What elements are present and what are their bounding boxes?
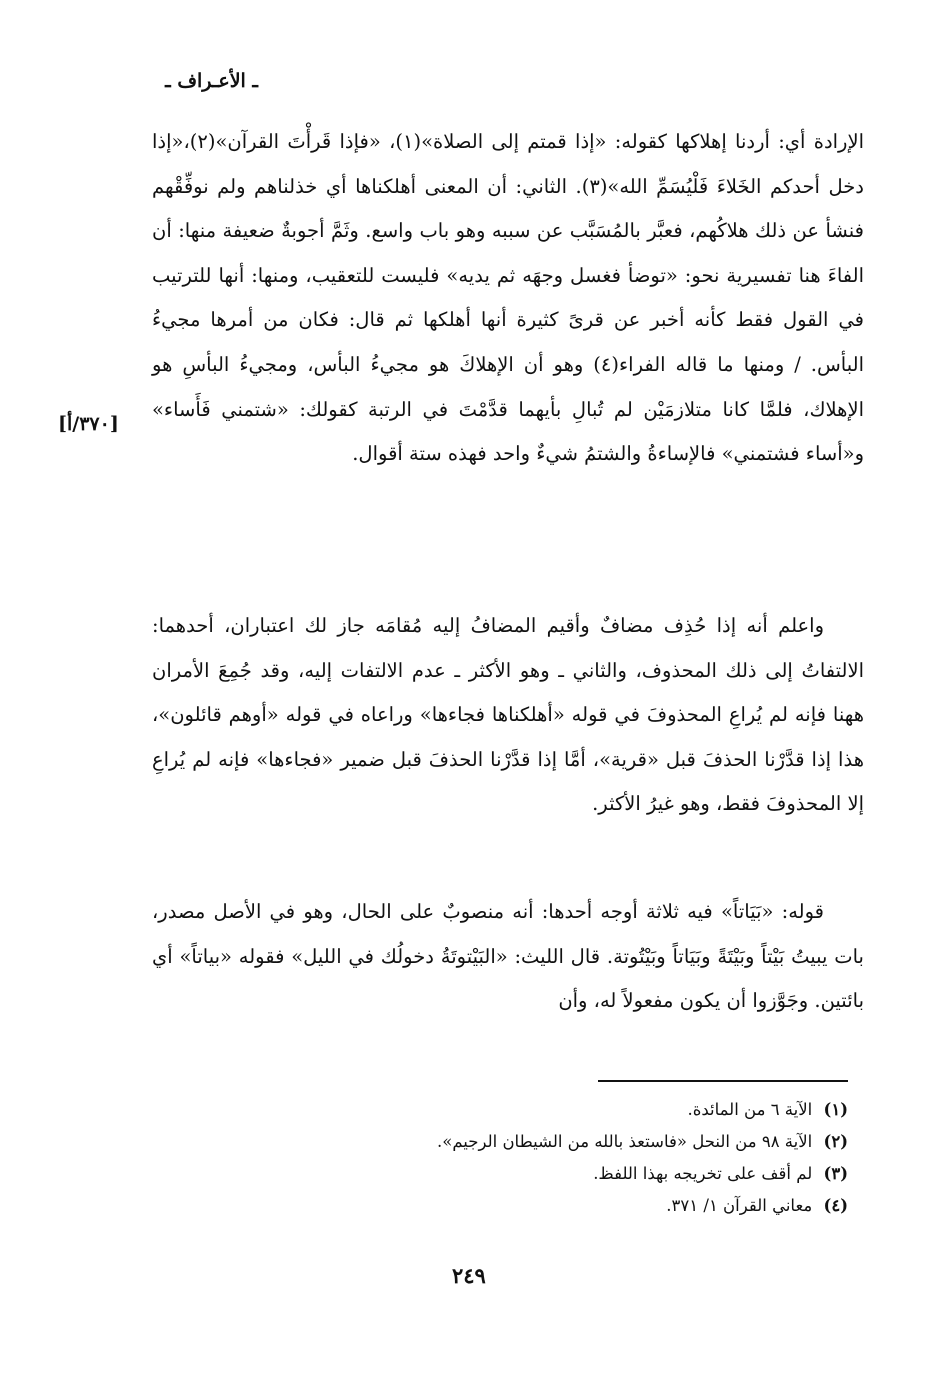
manuscript-folio-reference: [٣٧٠/أ] [58, 413, 119, 435]
footnote-number: (٢) [823, 1132, 848, 1151]
footnote-number: (٣) [823, 1164, 848, 1183]
footnote-number: (٤) [823, 1196, 848, 1215]
footnotes-list [288, 1094, 848, 1222]
paragraph-text: قوله: «بَيَاتاً» فيه ثلاثة أوجه أحدها: أنه منصوبٌ على الحال، وهو في الأصل مصدر، بات يبيتُ بَيْتاً وبَيْتَةً وبَيَاتاً وبَيْتُوتة. قال الليث: «البَيْتوتَةُ دخولُك في الليل» فقوله «بياتاً» أي بائتين. وجَوَّزوا أن يكون مفعولاً له، وأن [152, 900, 864, 1013]
footnote-item [288, 1094, 848, 1126]
running-title: ـ الأعـراف ـ [165, 70, 258, 92]
footnote-number: (١) [823, 1100, 848, 1119]
body-paragraph-3 [152, 890, 864, 1024]
paragraph-text: واعلم أنه إذا حُذِف مضافٌ وأقيم المضافُ إليه مُقامَه جاز لك اعتباران، أحدهما: الالتفاتُ إلى ذلك المحذوف، والثاني ـ وهو الأكثر ـ عدم الالتفات إليه، وقد جُمِعَ الأمران ههنا فإنه لم يُراعِ المحذوفَ في قوله «أهلكناها فجاءها» وراعاه في قوله «أوهم قائلون»، هذا إذا قدَّرْنا الحذفَ قبل «قرية»، أمَّا إذا قدَّرْنا الحذفَ قبل ضمير «فجاءها» فإنه لم يُراعِ إلا المحذوفَ فقط، وهو غيرُ الأكثر. [152, 614, 864, 816]
footnote-text: لم أقف على تخريجه بهذا اللفظ. [593, 1164, 813, 1183]
paragraph-text: الإرادة أي: أردنا إهلاكها كقوله: «إذا قمتم إلى الصلاة»(١)، «فإذا قَرأْتَ القرآن»(٢)،«إذا دخل أحدكم الخَلاءَ فَلْيُسَمِّ الله»(٣). الثاني: أن المعنى أهلكناها أي خذلناهم ولم نوفِّقْهم فنشأ عن ذلك هلاكُهم، فعبَّر بالمُسَبَّب عن سببه وهو باب واسع. وثَمَّ أجوبةٌ ضعيفة منها: أن الفاءَ هنا تفسيرية نحو: «توضأ فغسل وجهَه ثم يديه» فليست للتعقيب، ومنها: أنها للترتيب في القول فقط كأنه أخبر عن قرىً كثيرة أنها أهلكها ثم قال: فكان من أمرها مجيءُ البأس. / ومنها ما قاله الفراء(٤) وهو أن الإهلاكَ هو مجيءُ البأس، ومجيءُ البأسِ هو الإهلاك، فلمَّا كانا متلازمَيْن لم تُبالِ بأيهما قدَّمْتَ في الرتبة كقولك: «شتمني فَأَساء» و«أساء فشتمني» فالإساءةُ والشتمُ شيءٌ واحد فهذه ستة أقوال. [152, 130, 864, 466]
footnote-item [288, 1190, 848, 1222]
body-paragraph-1 [152, 120, 864, 477]
footnote-item [288, 1126, 848, 1158]
footnote-text: الآية ٩٨ من النحل «فاستعذ بالله من الشيطان الرجيم». [436, 1132, 813, 1151]
body-paragraph-2 [152, 604, 864, 827]
footnote-item [288, 1158, 848, 1190]
page-number: ٢٤٩ [452, 1263, 486, 1288]
footnote-text: معاني القرآن ١/ ٣٧١. [666, 1196, 813, 1215]
footnote-text: الآية ٦ من المائدة. [687, 1100, 813, 1119]
footnote-divider [598, 1080, 848, 1082]
